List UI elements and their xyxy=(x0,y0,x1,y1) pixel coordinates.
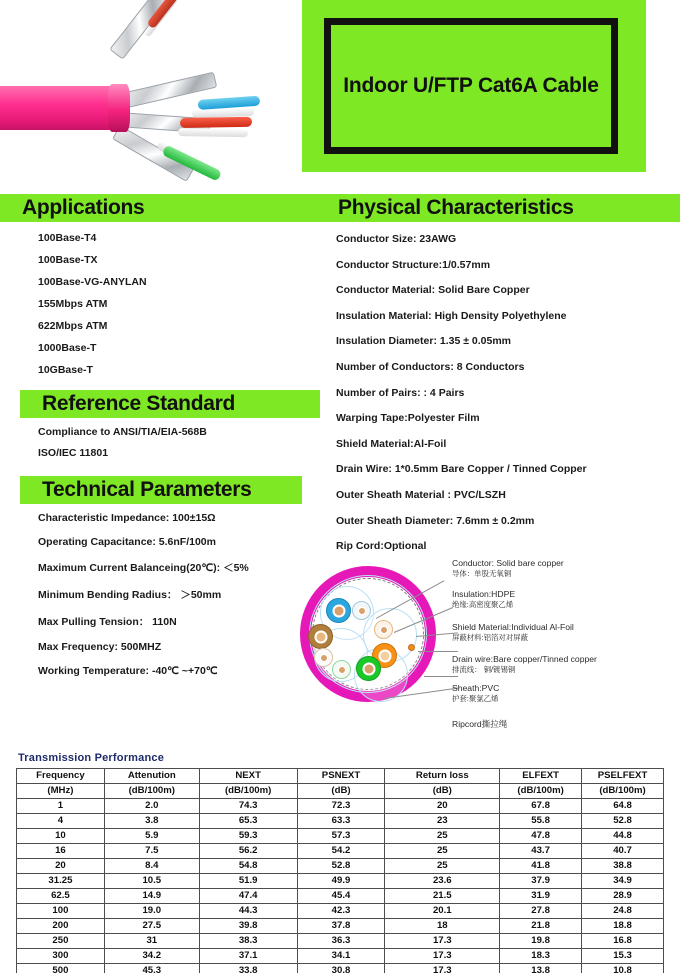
label-sheath: Sheath:PVC 护套:聚氯乙烯 xyxy=(452,683,500,703)
table-cell-c1: 45.3 xyxy=(104,964,199,973)
list-item: Insulation Diameter: 1.35 ± 0.05mm xyxy=(336,335,511,348)
technical-parameters-list xyxy=(38,512,249,689)
col-unit-next: (dB/100m) xyxy=(199,784,297,799)
table-cell-c0: 100 xyxy=(17,904,105,919)
list-item: 622Mbps ATM xyxy=(38,320,108,332)
col-unit-pselfext: (dB/100m) xyxy=(582,784,664,799)
table-row xyxy=(17,799,664,814)
list-item: Maximum Current Balanceing(20℃): ＜5% xyxy=(38,562,249,574)
table-cell-c5: 43.7 xyxy=(500,844,582,859)
col-header-psnext: PSNEXT xyxy=(297,769,385,784)
table-cell-c2: 54.8 xyxy=(199,859,297,874)
list-item: ISO/IEC 11801 xyxy=(38,447,109,459)
list-item: Number of Pairs: : 4 Pairs xyxy=(336,386,465,399)
list-item: Drain Wire: 1*0.5mm Bare Copper / Tinned Copper xyxy=(336,463,587,476)
table-cell-c0: 10 xyxy=(17,829,105,844)
table-cell-c5: 47.8 xyxy=(500,829,582,844)
table-row xyxy=(17,934,664,949)
table-cell-c0: 62.5 xyxy=(17,889,105,904)
table-cell-c6: 10.8 xyxy=(582,964,664,973)
applications-banner xyxy=(0,194,330,222)
table-cell-c5: 27.8 xyxy=(500,904,582,919)
cable-photo xyxy=(0,8,300,186)
table-cell-c1: 8.4 xyxy=(104,859,199,874)
table-cell-c3: 49.9 xyxy=(297,874,385,889)
table-cell-c2: 47.4 xyxy=(199,889,297,904)
table-cell-c5: 13.8 xyxy=(500,964,582,973)
product-title-box xyxy=(324,18,618,154)
product-title-card xyxy=(302,0,646,172)
table-cell-c2: 51.9 xyxy=(199,874,297,889)
table-row xyxy=(17,949,664,964)
col-header-pselfext: PSELFEXT xyxy=(582,769,664,784)
table-cell-c4: 17.3 xyxy=(385,964,500,973)
table-cell-c4: 21.5 xyxy=(385,889,500,904)
leader-line-sheath xyxy=(424,676,458,677)
cable-cross-section-diagram xyxy=(276,556,680,752)
list-item: Rip Cord:Optional xyxy=(336,540,427,553)
list-item: Max Pulling Tension： 110N xyxy=(38,616,177,628)
conductor-blue xyxy=(326,598,351,623)
table-cell-c6: 15.3 xyxy=(582,949,664,964)
reference-standard-list xyxy=(38,426,207,468)
conductor-white-orange xyxy=(374,620,393,639)
list-item: Characteristic Impedance: 100±15Ω xyxy=(38,512,216,524)
technical-parameters-heading: Technical Parameters xyxy=(42,478,252,501)
table-cell-c4: 17.3 xyxy=(385,934,500,949)
table-cell-c5: 31.9 xyxy=(500,889,582,904)
table-cell-c3: 52.8 xyxy=(297,859,385,874)
copper-core xyxy=(319,653,329,663)
col-unit-elfext: (dB/100m) xyxy=(500,784,582,799)
physical-characteristics-list xyxy=(336,233,587,566)
reference-standard-heading: Reference Standard xyxy=(42,392,236,415)
table-body xyxy=(17,799,664,973)
col-header-elfext: ELFEXT xyxy=(500,769,582,784)
table-cell-c4: 18 xyxy=(385,919,500,934)
table-cell-c5: 18.3 xyxy=(500,949,582,964)
col-header-next: NEXT xyxy=(199,769,297,784)
table-cell-c6: 40.7 xyxy=(582,844,664,859)
table-cell-c2: 56.2 xyxy=(199,844,297,859)
table-row xyxy=(17,919,664,934)
label-ripcord: Ripcord撕拉绳 xyxy=(452,719,508,729)
copper-core xyxy=(362,662,375,675)
col-header-attenution: Attenution xyxy=(104,769,199,784)
table-cell-c3: 37.8 xyxy=(297,919,385,934)
table-cell-c5: 37.9 xyxy=(500,874,582,889)
label-insulation: Insulation:HDPE 绝缘:高密度聚乙烯 xyxy=(452,589,516,609)
table-cell-c3: 36.3 xyxy=(297,934,385,949)
table-cell-c0: 250 xyxy=(17,934,105,949)
table-cell-c5: 67.8 xyxy=(500,799,582,814)
copper-core xyxy=(378,649,391,662)
conductor-green-main xyxy=(356,656,381,681)
copper-core xyxy=(332,604,345,617)
conductor-white-green xyxy=(332,660,351,679)
table-cell-c1: 3.8 xyxy=(104,814,199,829)
table-row xyxy=(17,964,664,973)
col-unit-psnext: (dB) xyxy=(297,784,385,799)
applications-heading: Applications xyxy=(22,196,145,219)
label-conductor: Conductor: Solid bare copper 导体：单股无氧铜 xyxy=(452,558,564,578)
table-cell-c1: 34.2 xyxy=(104,949,199,964)
table-row xyxy=(17,874,664,889)
col-header-return-loss: Return loss xyxy=(385,769,500,784)
list-item: Conductor Structure:1/0.57mm xyxy=(336,258,491,271)
physical-characteristics-banner xyxy=(330,194,680,222)
physical-characteristics-heading: Physical Characteristics xyxy=(338,196,574,219)
table-cell-c6: 34.9 xyxy=(582,874,664,889)
conductor-white-blue xyxy=(352,601,371,620)
table-cell-c3: 63.3 xyxy=(297,814,385,829)
copper-core xyxy=(337,665,347,675)
table-cell-c4: 23.6 xyxy=(385,874,500,889)
table-cell-c5: 55.8 xyxy=(500,814,582,829)
table-cell-c0: 300 xyxy=(17,949,105,964)
leader-line-drain xyxy=(418,651,458,652)
list-item: 100Base-VG-ANYLAN xyxy=(38,276,147,288)
transmission-performance-title: Transmission Performance xyxy=(18,752,165,764)
list-item: 1000Base-T xyxy=(38,342,97,354)
list-item: 10GBase-T xyxy=(38,364,93,376)
list-item: Minimum Bending Radius： ＞50mm xyxy=(38,589,222,601)
table-cell-c2: 38.3 xyxy=(199,934,297,949)
page-title: Indoor U/FTP Cat6A Cable xyxy=(343,74,599,97)
table-cell-c2: 65.3 xyxy=(199,814,297,829)
list-item: Outer Sheath Material : PVC/LSZH xyxy=(336,488,506,501)
table-cell-c0: 4 xyxy=(17,814,105,829)
pair-white-orange xyxy=(178,128,248,137)
list-item: Working Temperature: -40℃ ~+70℃ xyxy=(38,665,218,677)
table-cell-c3: 42.3 xyxy=(297,904,385,919)
table-cell-c2: 74.3 xyxy=(199,799,297,814)
copper-core xyxy=(379,625,389,635)
table-cell-c6: 64.8 xyxy=(582,799,664,814)
drain-wire-dot xyxy=(408,644,415,651)
col-unit-attenution: (dB/100m) xyxy=(104,784,199,799)
table-row xyxy=(17,859,664,874)
table-cell-c1: 19.0 xyxy=(104,904,199,919)
table-cell-c4: 20.1 xyxy=(385,904,500,919)
table-cell-c2: 59.3 xyxy=(199,829,297,844)
applications-list xyxy=(38,232,147,386)
table-cell-c4: 25 xyxy=(385,859,500,874)
list-item: Max Frequency: 500MHZ xyxy=(38,641,162,653)
table-cell-c3: 45.4 xyxy=(297,889,385,904)
table-cell-c4: 25 xyxy=(385,829,500,844)
table-row xyxy=(17,814,664,829)
technical-parameters-banner xyxy=(20,476,302,504)
hero-section xyxy=(0,0,680,186)
table-cell-c1: 5.9 xyxy=(104,829,199,844)
list-item: 100Base-T4 xyxy=(38,232,97,244)
list-item: 100Base-TX xyxy=(38,254,98,266)
transmission-performance-table xyxy=(16,768,664,973)
table-cell-c5: 21.8 xyxy=(500,919,582,934)
table-cell-c3: 72.3 xyxy=(297,799,385,814)
table-cell-c1: 10.5 xyxy=(104,874,199,889)
list-item: Outer Sheath Diameter: 7.6mm ± 0.2mm xyxy=(336,514,535,527)
table-cell-c2: 33.8 xyxy=(199,964,297,973)
table-cell-c0: 31.25 xyxy=(17,874,105,889)
list-item: Warping Tape:Polyester Film xyxy=(336,412,480,425)
table-cell-c4: 23 xyxy=(385,814,500,829)
table-cell-c4: 20 xyxy=(385,799,500,814)
table-cell-c0: 1 xyxy=(17,799,105,814)
col-unit-frequency: (MHz) xyxy=(17,784,105,799)
pair-orange xyxy=(180,117,252,128)
conductor-white-brown xyxy=(314,648,333,667)
table-cell-c0: 200 xyxy=(17,919,105,934)
table-cell-c1: 14.9 xyxy=(104,889,199,904)
list-item: Conductor Material: Solid Bare Copper xyxy=(336,284,530,297)
label-shield-material: Shield Material:Individual Al-Foil 屏蔽材料:铝箔对对屏蔽 xyxy=(452,622,574,642)
reference-standard-banner xyxy=(20,390,320,418)
col-unit-return-loss: (dB) xyxy=(385,784,500,799)
table-row xyxy=(17,904,664,919)
table-cell-c1: 31 xyxy=(104,934,199,949)
table-cell-c0: 500 xyxy=(17,964,105,973)
conductor-brown xyxy=(308,624,333,649)
table-cell-c2: 44.3 xyxy=(199,904,297,919)
table-header-row-units xyxy=(17,784,664,799)
list-item: Number of Conductors: 8 Conductors xyxy=(336,360,525,373)
table-cell-c1: 2.0 xyxy=(104,799,199,814)
table-row xyxy=(17,889,664,904)
table-cell-c4: 25 xyxy=(385,844,500,859)
table-cell-c6: 28.9 xyxy=(582,889,664,904)
list-item: 155Mbps ATM xyxy=(38,298,108,310)
table-cell-c3: 34.1 xyxy=(297,949,385,964)
table-cell-c3: 54.2 xyxy=(297,844,385,859)
copper-core xyxy=(314,630,327,643)
table-header-row-names xyxy=(17,769,664,784)
table-row xyxy=(17,844,664,859)
table-cell-c6: 38.8 xyxy=(582,859,664,874)
copper-core xyxy=(357,606,367,616)
table-cell-c3: 30.8 xyxy=(297,964,385,973)
list-item: Compliance to ANSI/TIA/EIA-568B xyxy=(38,426,207,438)
table-cell-c2: 37.1 xyxy=(199,949,297,964)
table-cell-c6: 16.8 xyxy=(582,934,664,949)
table-cell-c0: 20 xyxy=(17,859,105,874)
table-cell-c5: 19.8 xyxy=(500,934,582,949)
list-item: Insulation Material: High Density Polyethylene xyxy=(336,309,567,322)
table-cell-c6: 24.8 xyxy=(582,904,664,919)
list-item: Conductor Size: 23AWG xyxy=(336,233,457,245)
list-item: Operating Capacitance: 5.6nF/100m xyxy=(38,536,216,548)
label-drain-wire: Drain wire:Bare copper/Tinned copper 排流线： 铜/镀锡铜 xyxy=(452,654,597,674)
table-cell-c5: 41.8 xyxy=(500,859,582,874)
cable-jacket-end xyxy=(108,84,130,132)
table-cell-c2: 39.8 xyxy=(199,919,297,934)
list-item: Shield Material:Al-Foil xyxy=(336,437,447,450)
table-head xyxy=(17,769,664,799)
table-cell-c6: 52.8 xyxy=(582,814,664,829)
table-row xyxy=(17,829,664,844)
table-cell-c6: 44.8 xyxy=(582,829,664,844)
col-header-frequency: Frequency xyxy=(17,769,105,784)
table-cell-c3: 57.3 xyxy=(297,829,385,844)
table-cell-c0: 16 xyxy=(17,844,105,859)
cable-jacket xyxy=(0,86,118,130)
table-cell-c6: 18.8 xyxy=(582,919,664,934)
table-cell-c4: 17.3 xyxy=(385,949,500,964)
table-cell-c1: 7.5 xyxy=(104,844,199,859)
table-cell-c1: 27.5 xyxy=(104,919,199,934)
